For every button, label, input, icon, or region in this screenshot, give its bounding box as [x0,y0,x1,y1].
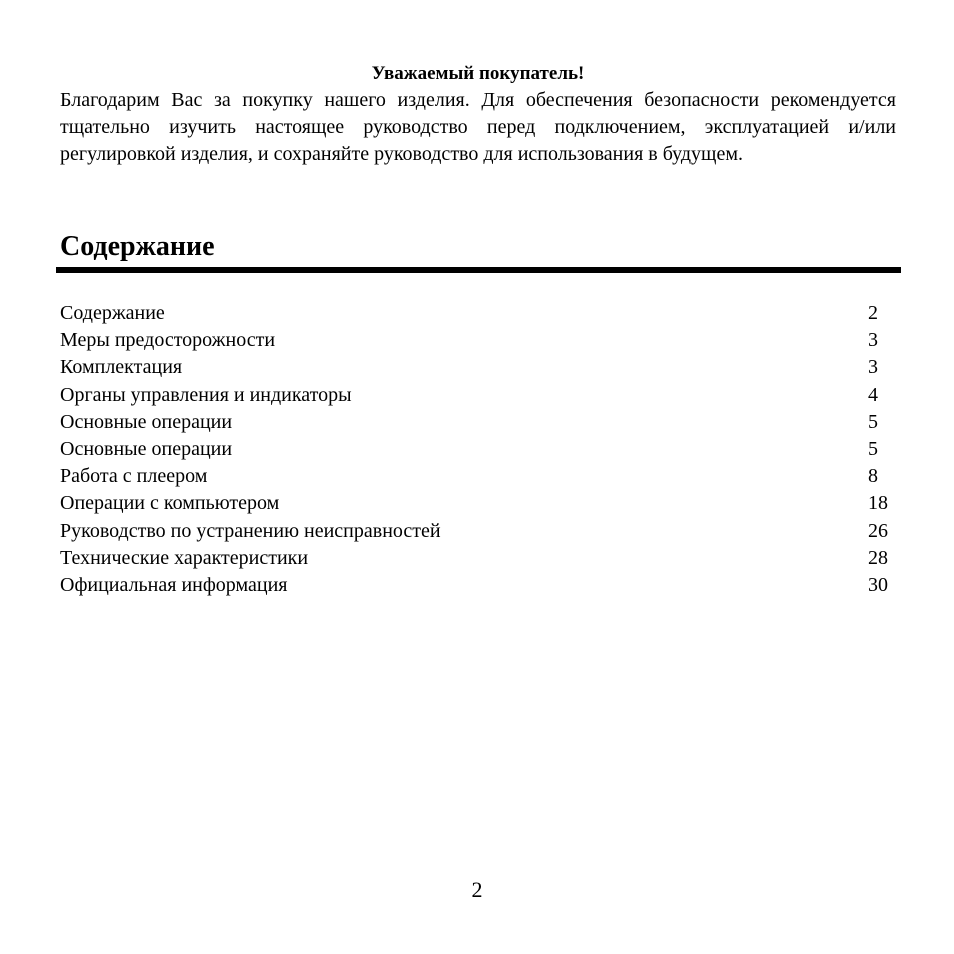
toc-entry[interactable] [60,545,898,572]
toc-entry-page: 5 [868,410,878,433]
toc-entry-title: Работа с плеером [60,465,208,488]
toc-entry[interactable] [60,354,898,381]
intro-paragraph: Благодарим Вас за покупку нашего изделия. Для обеспечения безопасности рекомендуется тщательно изучить настоящее руководство перед подключением, эксплуатацией и/или регулировкой изделия, и сохраняйте руководство для использования в будущем. [60,89,896,165]
page-number: 2 [471,877,483,902]
toc-entry-title: Содержание [60,302,165,324]
toc-entry-title: Комплектация [60,356,183,379]
toc-entry[interactable] [60,382,898,409]
toc-entry[interactable] [60,463,898,490]
toc-entry-title: Официальная информация [60,573,288,596]
toc-entry[interactable] [60,490,898,517]
toc-entry-page: 30 [868,573,888,596]
toc-entry-page: 26 [868,519,888,542]
toc-entry-page: 3 [868,356,878,379]
toc-entry[interactable] [60,409,898,436]
toc-entry-page: 3 [868,329,878,352]
toc-entry-page: 18 [868,492,888,515]
toc-list [60,300,898,599]
toc-entry-page: 5 [868,437,878,460]
toc-entry-title: Меры предосторожности [60,329,276,352]
toc-entry-title: Основные операции [60,437,233,460]
toc-entry-title: Операции с компьютером [60,492,280,515]
toc-entry[interactable] [60,436,898,463]
toc-entry-page: 28 [868,546,888,569]
document-page [60,62,896,596]
toc-entry-title: Технические характеристики [60,546,309,569]
greeting-heading: Уважаемый покупатель! [371,63,585,84]
toc-entry-title: Руководство по устранению неисправностей [60,519,441,542]
toc-entry-page: 4 [868,383,878,406]
toc-entry[interactable] [60,572,898,599]
toc-entry-title: Основные операции [60,410,233,433]
toc-entry-page: 8 [868,465,878,488]
toc-entry-title: Органы управления и индикаторы [60,383,352,406]
toc-entry[interactable] [60,518,898,545]
toc-entry[interactable] [60,327,898,354]
heading-rule [56,267,901,273]
toc-entry-page: 2 [868,302,878,324]
toc-entry[interactable] [60,300,898,327]
toc-heading: Содержание [60,231,215,262]
